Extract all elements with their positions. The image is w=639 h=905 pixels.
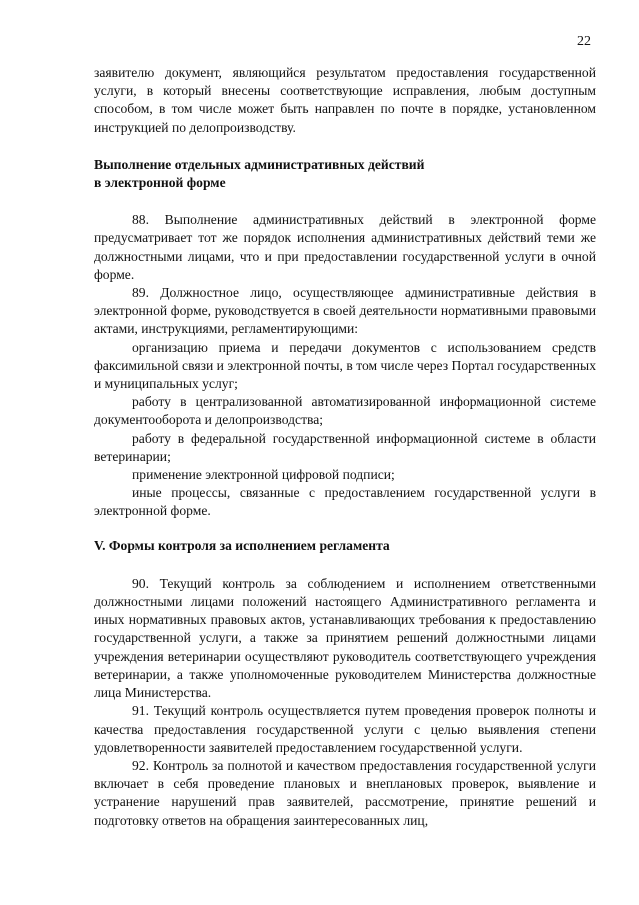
paragraph-89: 89. Должностное лицо, осуществляющее административные действия в электронной форме, руководствуется в своей деятельности нормативными правовыми актами, инструкциями, регламентирующими: (94, 285, 596, 337)
heading-line-1: Выполнение отдельных административных действий (94, 156, 425, 172)
heading-line-2: в электронной форме (94, 175, 226, 191)
list-item: иные процессы, связанные с предоставлением государственной услуги в электронной форме. (94, 485, 596, 519)
page-number: 22 (577, 34, 591, 49)
list-item: работу в федеральной государственной информационной системе в области ветеринарии; (94, 430, 596, 464)
section-heading-electronic (94, 156, 596, 192)
paragraph-88: 88. Выполнение административных действий в электронной форме предусматривает тот же порядок исполнения административных действий теми же должностными лицами, что и при предоставлении государственной услуги в очной форме. (94, 212, 596, 282)
document-body (94, 64, 596, 830)
list-item: работу в централизованной автоматизированной информационной системе документооборота и делопроизводства; (94, 394, 596, 428)
list-item: применение электронной цифровой подписи; (132, 467, 395, 483)
continuation-paragraph: заявителю документ, являющийся результатом предоставления государственной услуги, в который внесены соответствующие исправления, любым доступным способом, в том числе может быть направлен по почте в порядке, установленном инструкцией по делопроизводству. (94, 65, 596, 135)
paragraph-92: 92. Контроль за полнотой и качеством предоставления государственной услуги включает в себя проведение плановых и внеплановых проверок, выявление и устранение нарушений прав заявителей, рассмотрение, принятие решений и подготовку ответов на обращения заинтересованных лиц, (94, 757, 596, 828)
paragraph-90: 90. Текущий контроль за соблюдением и исполнением ответственными должностными лицами положений настоящего Административного регламента и иных нормативных правовых актов, устанавливающих требования к предоставлению государственной услуги, а также за принятием решений должностными лицами учреждения ветеринарии осуществляют руководитель соответствующего учреждения ветеринарии, а также уполномоченные руководителем Министерства должностные лица Министерства. (94, 575, 596, 701)
section-heading-v: V. Формы контроля за исполнением регламента (94, 537, 390, 553)
list-item: организацию приема и передачи документов с использованием средств факсимильной связи и электронной почты, в том числе через Портал государственных и муниципальных услуг; (94, 339, 596, 392)
paragraph-91: 91. Текущий контроль осуществляется путем проведения проверок полноты и качества предоставления государственной услуги с целью выявления степени удовлетворенности заявителей предоставлением государственной услуги. (94, 703, 596, 755)
